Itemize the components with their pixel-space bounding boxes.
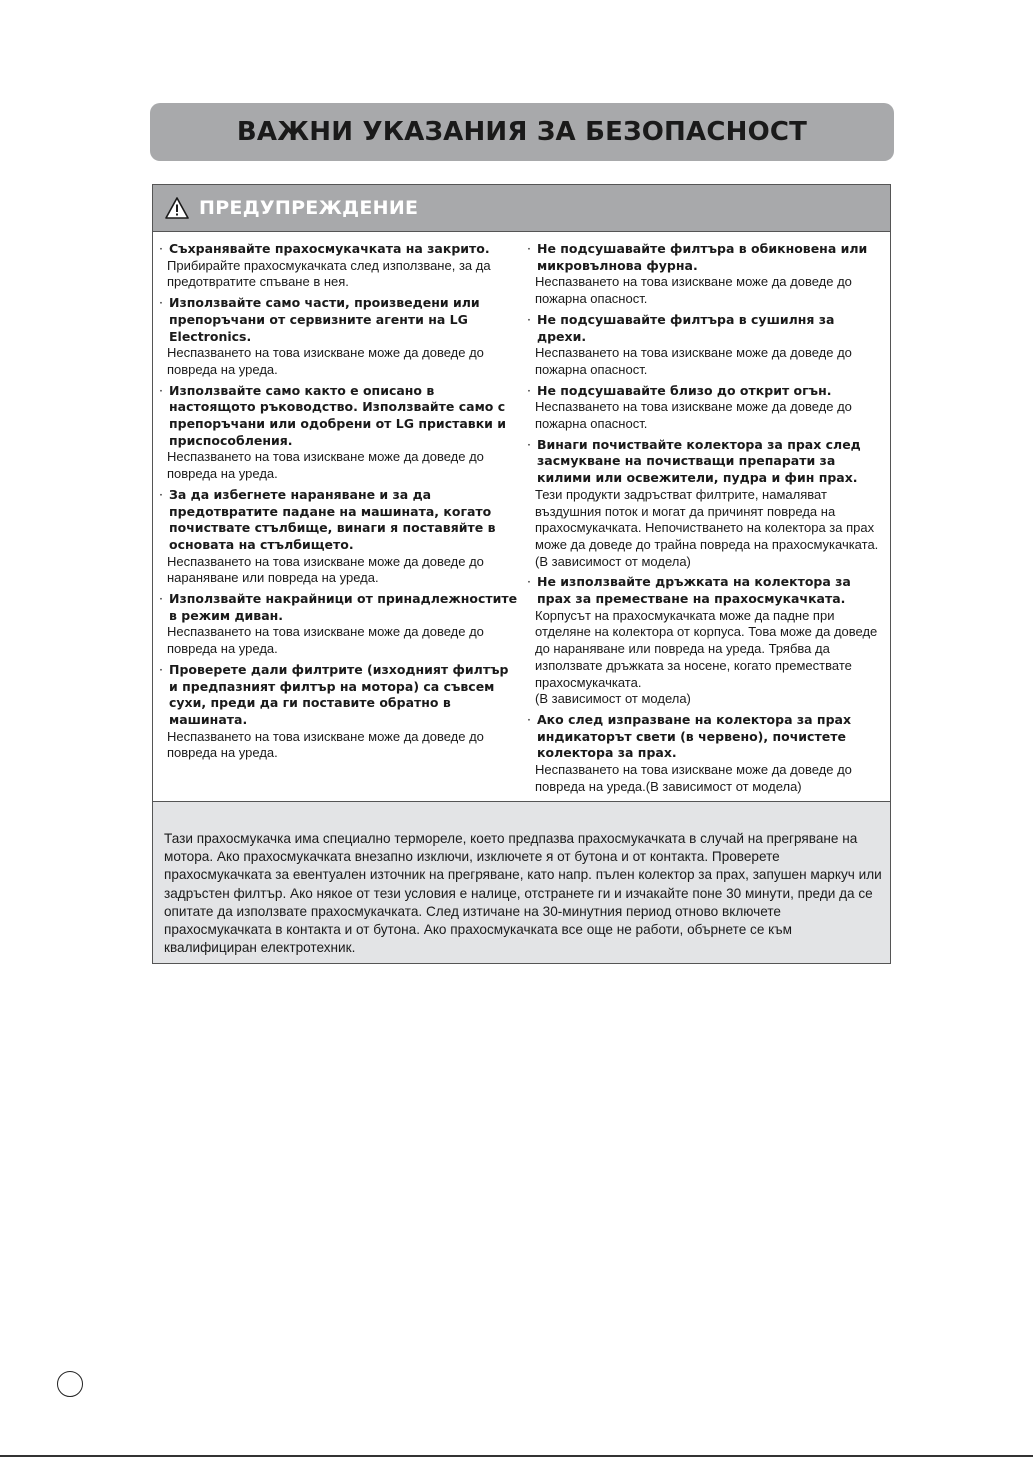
bullet: · <box>527 311 531 327</box>
warning-item-desc: Неспазването на това изискване може да доведе до нараняване или повреда на уреда. <box>167 553 484 586</box>
bullet: · <box>159 661 163 677</box>
warning-item <box>527 712 887 796</box>
warning-item <box>159 662 519 762</box>
warning-column-left <box>159 241 519 766</box>
warning-item <box>159 383 519 483</box>
warning-item-desc: Неспазването на това изискване може да доведе до пожарна опасност. <box>535 399 852 432</box>
warning-item-desc: Неспазването на това изискване може да доведе до пожарна опасност. <box>535 345 852 377</box>
bullet: · <box>527 574 531 590</box>
warning-item-note: (В зависимост от модела) <box>535 691 691 707</box>
warning-item-desc: Неспазването на това изискване може да доведе до повреда на уреда. <box>167 449 484 482</box>
warning-item <box>159 591 519 658</box>
warning-item <box>159 241 519 291</box>
warning-item <box>159 295 519 379</box>
warning-column-right <box>527 241 887 800</box>
warning-item-desc: Неспазването на това изискване може да доведе до повреда на уреда.(В зависимост от модела) <box>535 762 852 794</box>
page-title: ВАЖНИ УКАЗАНИЯ ЗА БЕЗОПАСНОСТ <box>236 117 808 147</box>
bullet: · <box>159 241 163 256</box>
warning-item-title: · Не подсушавайте близо до открит огън. <box>527 382 832 398</box>
warning-item-title: · Не използвайте дръжката на колектора за прах за преместване на прахосмукачката. <box>527 574 851 607</box>
thermal-note-box <box>152 801 891 964</box>
warning-item-desc: Неспазването на това изискване може да доведе до пожарна опасност. <box>535 274 852 307</box>
warning-item-desc: Неспазването на това изискване може да доведе до повреда на уреда. <box>167 624 484 657</box>
bullet: · <box>159 382 163 398</box>
warning-item <box>159 487 519 587</box>
warning-item-title: · Използвайте само части, произведени или препоръчани от сервизните агенти на LG Electronics. <box>159 295 480 344</box>
bullet: · <box>527 711 531 727</box>
warning-item <box>527 383 887 433</box>
bullet: · <box>527 241 531 256</box>
warning-item-desc: Неспазването на това изискване може да доведе до повреда на уреда. <box>167 345 484 377</box>
warning-item-title: · Не подсушавайте филтъра в обикновена или микровълнова фурна. <box>527 241 868 273</box>
warning-item-title: · Не подсушавайте филтъра в сушилня за дрехи. <box>527 311 835 344</box>
warning-item-title: · Използвайте само както е описано в настоящото ръководство. Използвайте само с препоръчани или одобрени от LG приставки и приспособления. <box>159 382 507 448</box>
warning-item-title: · Съхранявайте прахосмукачката на закрито. <box>159 241 490 256</box>
warning-header <box>153 185 890 232</box>
warning-box <box>152 184 891 802</box>
warning-item-desc: Прибирайте прахосмукачката след използване, за да предотвратите спъване в нея. <box>167 257 491 290</box>
bullet: · <box>527 382 531 398</box>
warning-item-title: · Винаги почиствайте колектора за прах след засмукване на почистващи препарати за килими или освежители, пудра и фин прах. <box>527 436 861 486</box>
bottom-rule <box>0 1455 1033 1457</box>
warning-item-title: · Проверете дали филтрите (изходният филтър и предпазният филтър на мотора) са съвсем сухи, преди да ги поставите обратно в машината. <box>159 661 509 727</box>
warning-triangle-icon <box>165 197 189 219</box>
bullet: · <box>527 436 531 452</box>
warning-item-desc: Неспазването на това изискване може да доведе до повреда на уреда. <box>167 728 484 761</box>
warning-item <box>527 312 887 379</box>
bullet: · <box>159 591 163 607</box>
warning-item <box>527 574 887 708</box>
page-number-circle <box>57 1371 83 1397</box>
warning-item-title: · За да избегнете нараняване и за да предотвратите падане на машината, когато почиствате стълбище, винаги я поставяйте в основата на стълбището. <box>159 486 496 552</box>
warning-heading: ПРЕДУПРЕЖДЕНИЕ <box>199 197 419 219</box>
warning-item-title: · Ако след изпразване на колектора за прах индикаторът свети (в червено), почистете колектора за прах. <box>527 711 852 761</box>
thermal-note-text: Тази прахосмукачка има специално термореле, което предпазва прахосмукачката в случай на прегряване на мотора. Ако прахосмукачката внезапно изключи, изключете я от бутона и от контакта. Проверете прахосмукачката за евентуален източник на прегряване, като напр. пълен колектор за прах, запушен маркуч или задръстен филтър. Ако някое от тези условия е налице, отстранете ги и изчакайте поне 30 минути, преди да се опитате да използвате прахосмукачката. След изтичане на 30-минутния период отново включете прахосмукачката в контакта и от бутона. Ако прахосмукачката все още не работи, обърнете се към квалифициран електротехник. <box>164 831 882 956</box>
page-title-bar <box>150 103 894 161</box>
bullet: · <box>159 295 163 311</box>
warning-item-desc: Корпусът на прахосмукачката може да падне при отделяне на колектора от корпуса. Това може да доведе до нараняване или повреда на уреда. Трябва да използвате дръжката за носене, когато премествате прахосмукачката. <box>535 607 878 690</box>
bullet: · <box>159 486 163 502</box>
warning-item <box>527 437 887 571</box>
warning-item-title: · Използвайте накрайници от принадлежностите в режим диван. <box>159 591 518 623</box>
warning-item-desc: Тези продукти задръстват филтрите, намаляват въздушния поток и могат да причинят повреда на прахосмукачката. Непочистването на колектора за прах може да доведе до трайна повреда на прахосмукачката.(В зависимост от модела) <box>535 486 879 569</box>
warning-item <box>527 241 887 308</box>
